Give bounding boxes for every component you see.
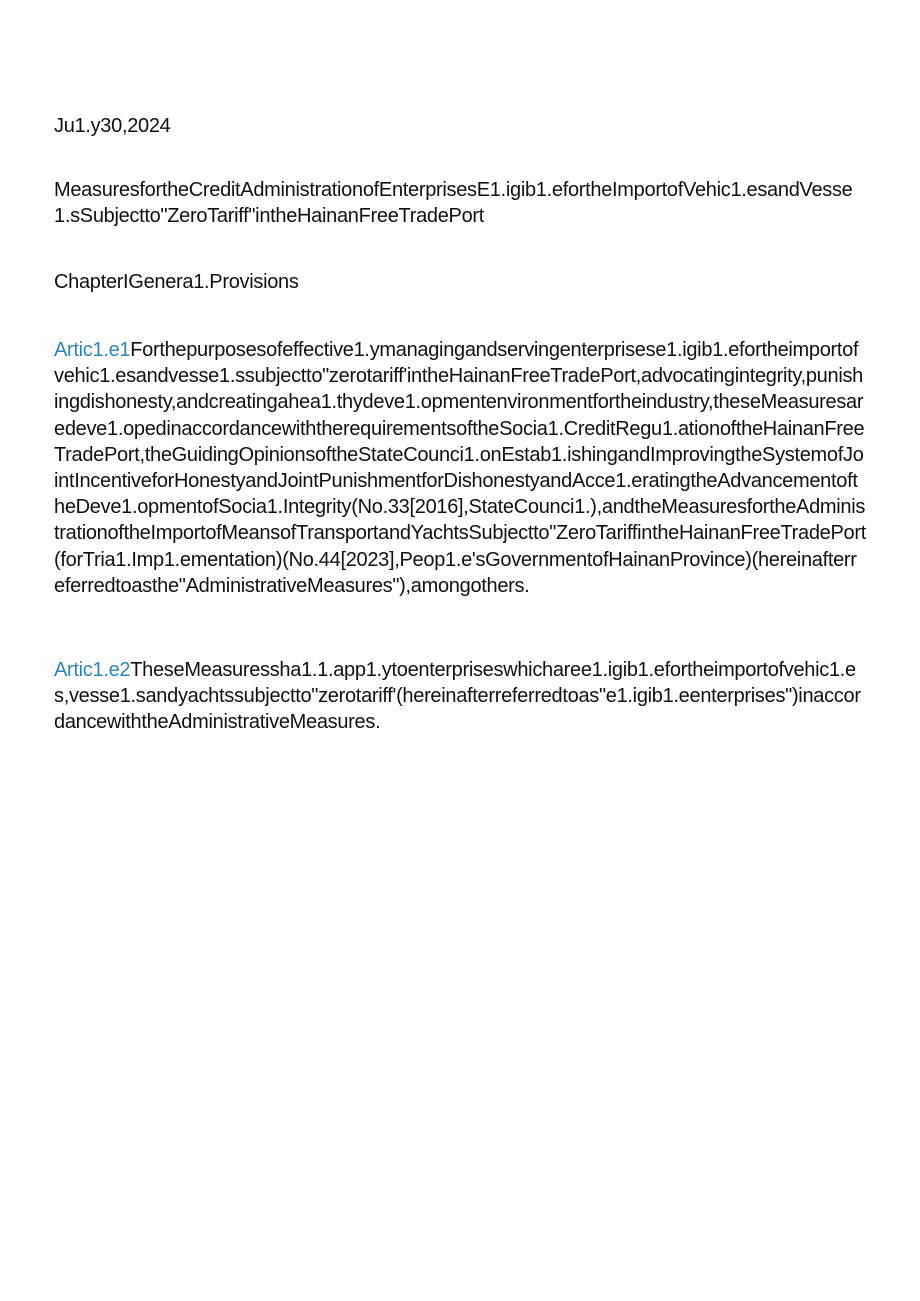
article-1-label: Artic1.e1 xyxy=(54,339,131,361)
article-2-label: Artic1.e2 xyxy=(54,659,131,681)
article-1 xyxy=(54,337,866,599)
article-2-text: TheseMeasuressha1.1.app1.ytoenterpriseswhicharee1.igib1.efortheimportofvehic1.es,vesse1.sandyachtssubjectto"zerotariff'(hereinafterreferredtoas"e1.igib1.eenterprises")inaccordancewiththeAdministrativeMeasures. xyxy=(54,659,861,734)
chapter-heading: ChapterIGenera1.Provisions xyxy=(54,271,299,293)
document-title: MeasuresfortheCreditAdministrationofEnterprisesE1.igib1.efortheImportofVehic1.esandVesse1.sSubjectto"ZeroTariff"intheHainanFreeTradePort xyxy=(54,179,853,228)
article-1-text: Forthepurposesofeffective1.ymanagingandservingenterprisese1.igib1.efortheimportofvehic1.esandvesse1.ssubjectto"zerotariff'intheHainanFreeTradePort,advocatingintegrity,punishingdishonesty,andcreatingahea1.thydeve1.opmentenvironmentfortheindustry,theseMeasuresaredeve1.opedinaccordancewiththerequirementsoftheSocia1.CreditRegu1.ationoftheHainanFreeTradePort,theGuidingOpinionsoftheStateCounci1.onEstab1.ishingandImprovingtheSystemofJointIncentiveforHonestyandJointPunishmentforDishonestyandAcce1.eratingtheAdvancementoftheDeve1.opmentofSocia1.Integrity(No.33[2016],StateCounci1.),andtheMeasuresfortheAdministrationoftheImportofMeansofTransportandYachtsSubjectto"ZeroTariffintheHainanFreeTradePort(forTria1.Imp1.ementation)(No.44[2023],Peop1.e'sGovernmentofHainanProvince)(hereinafterreferredtoasthe"AdministrativeMeasures"),amongothers. xyxy=(54,339,866,597)
article-2 xyxy=(54,657,866,736)
document-date: Ju1.y30,2024 xyxy=(54,115,171,137)
